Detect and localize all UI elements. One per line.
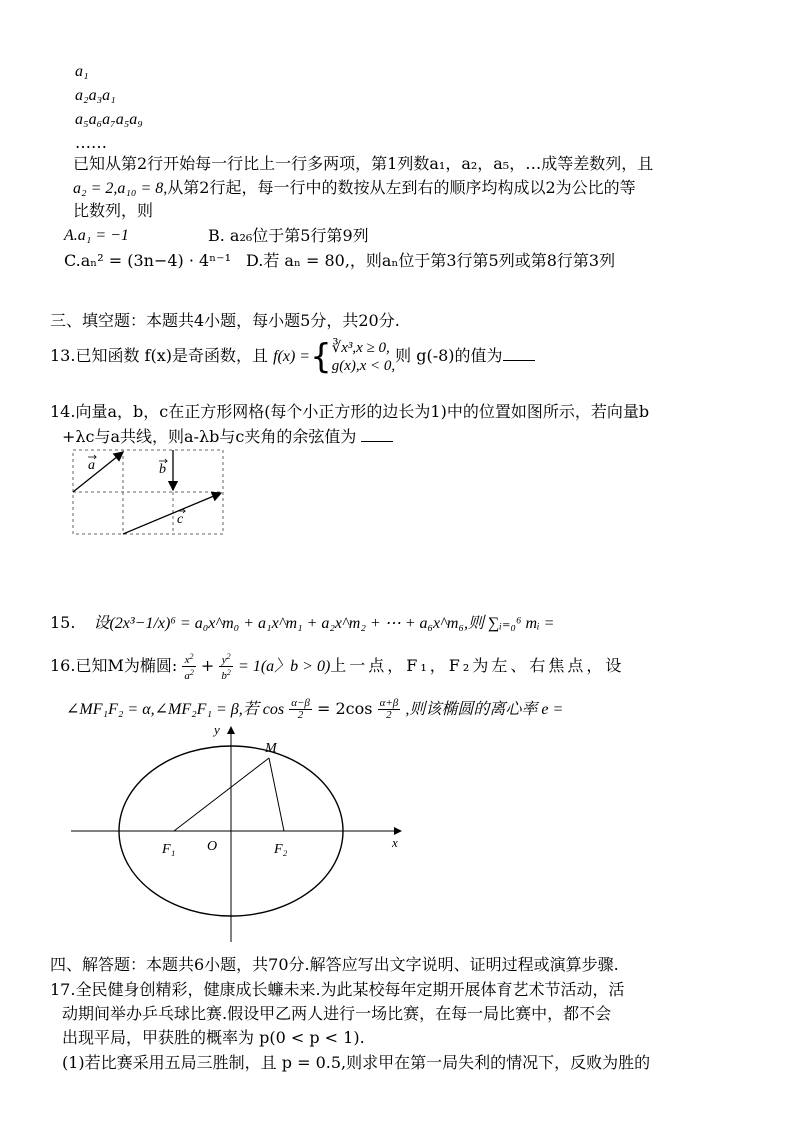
q17-line-2: 动期间举办乒乓球比赛.假设甲乙两人进行一场比赛，在每一局比赛中，都不会: [62, 1004, 612, 1023]
triangle-row-3: a₅a₆a₇a₅a₉: [75, 111, 143, 128]
vector-a-arrow: [73, 452, 123, 492]
q12-stem-line-1: 已知从第2行开始每一行比上一行多两项，第1列数a₁，a₂，a₅，…成等差数列，且: [73, 154, 654, 173]
origin-label: O: [207, 839, 218, 854]
y-axis-label: y: [214, 724, 220, 737]
vector-c-label: c: [177, 512, 184, 527]
q13-question: 13.已知函数 f(x)是奇函数，且 f(x) ={ ∛x³,x ≥ 0, g(x),x < 0, 则 g(-8)的值为: [50, 338, 535, 378]
triangle-row-2: a₂a₃a₁: [75, 87, 116, 104]
section-3-heading: 三、填空题：本题共4小题，每小题5分，共20分.: [50, 311, 400, 330]
triangle-row-1: a₁: [75, 63, 89, 80]
q14-line-1: 14.向量a，b，c在正方形网格(每个小正方形的边长为1)中的位置如图所示，若向量b: [50, 402, 650, 421]
grid-lines: [73, 450, 223, 534]
vector-c-arrow: [123, 493, 221, 534]
point-m-label: M: [265, 741, 277, 756]
q17-line-4: (1)若比赛采用五局三胜制，且 p = 0.5,则求甲在第一局失利的情况下，反败为胜的: [62, 1053, 651, 1072]
ellipse-figure: [66, 724, 416, 946]
vector-b-label: b: [159, 462, 166, 477]
q12-option-a: A.a₁ = −1: [64, 227, 129, 244]
q12-stem-line-2: a₂ = 2,a₁₀ = 8,从第2行起，每一行中的数按从左到右的顺序均构成以2为公比的等: [73, 178, 636, 197]
q15-question: 15. 设(2x³−1/x)⁶ = a₀x^m₀ + a₁x^m₁ + a₂x^m₂ + ⋯ + a₆x^m₆,则 ∑ᵢ₌₀⁶ mᵢ =: [50, 613, 555, 632]
q12-option-b: B. a₂₆位于第5行第9列: [208, 226, 369, 245]
q17-line-1: 17.全民健身创精彩，健康成长蠊未来.为此某校每年定期开展体育艺术节活动，活: [50, 980, 625, 999]
q12-stem-line-3: 比数列，则: [73, 201, 154, 220]
vector-a-label: a: [88, 458, 95, 473]
q13-answer-blank[interactable]: [503, 346, 535, 361]
focus-f1-label: F₁: [162, 842, 176, 857]
triangle-ellipsis: ……: [75, 133, 107, 152]
q12-option-c: C.aₙ² = (3n−4) · 4ⁿ⁻¹: [64, 251, 231, 270]
q16-line-2: ∠MF₁F₂ = α,∠MF₂F₁ = β,若 cos $\frac{\alpha-\beta}{2}$ = 2cos $\frac{\alpha+\beta}{2}$ ,则该椭圆的离心率 e =: [66, 697, 564, 721]
q12-option-d: D.若 aₙ = 80,，则aₙ位于第3行第5列或第8行第3列: [246, 251, 616, 270]
q16-line-1: 16.已知M为椭圆: $\frac{x^2}{a^2}$ + $\frac{y^2}{b^2}$ = 1(a〉b > 0)上一点，F₁，F₂为左、右焦点，设: [50, 652, 625, 682]
focus-f2-label: F₂: [274, 842, 288, 857]
section-4-heading: 四、解答题：本题共6小题，共70分.解答应写出文字说明、证明过程或演算步骤.: [50, 955, 619, 974]
q14-line-2: +λc与a共线，则a-λb与c夹角的余弦值为: [62, 427, 393, 447]
q17-line-3: 出现平局，甲获胜的概率为 p(0 < p < 1).: [62, 1028, 365, 1047]
vector-grid-figure: [70, 447, 230, 539]
q14-answer-blank[interactable]: [361, 427, 393, 442]
segment-mf2: [269, 758, 284, 831]
segment-mf1: [174, 758, 269, 831]
x-axis-label: x: [392, 835, 398, 850]
